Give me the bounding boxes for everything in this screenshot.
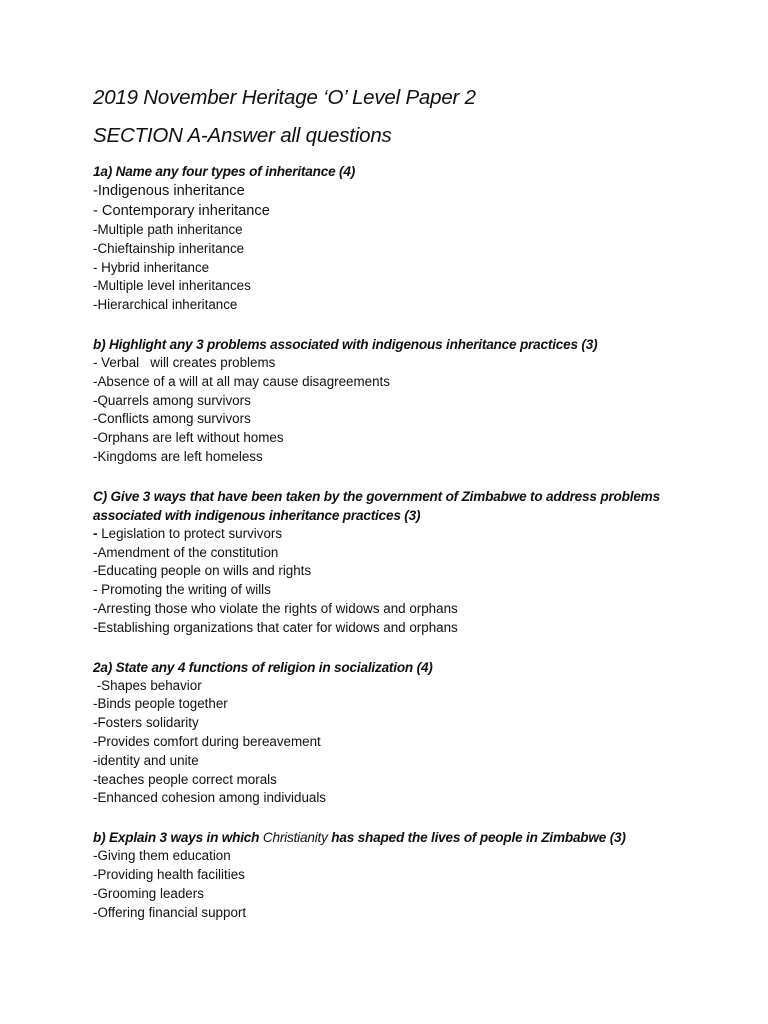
list-item: -Quarrels among survivors xyxy=(93,392,251,408)
document-page xyxy=(93,84,713,922)
list-item: - Verbal will creates problems xyxy=(93,354,276,370)
list-item: -Multiple level inheritances xyxy=(93,278,251,294)
list-item: -Multiple path inheritance xyxy=(93,222,243,237)
list-item: -Absence of a will at all may cause disagreements xyxy=(93,373,390,389)
question-1a xyxy=(93,162,713,315)
question-2a-answers xyxy=(93,677,713,809)
list-item: - Contemporary inheritance xyxy=(93,203,270,219)
question-1b xyxy=(93,335,713,467)
question-2b-answers xyxy=(93,847,713,922)
list-item: -Indigenous inheritance xyxy=(93,183,245,199)
question-2a xyxy=(93,658,713,809)
list-item: -Offering financial support xyxy=(93,904,247,920)
question-1c-answers xyxy=(93,525,713,638)
question-1a-text: 1a) Name any four types of inheritance (4) xyxy=(93,164,356,179)
list-item xyxy=(93,525,713,544)
list-item: -Shapes behavior xyxy=(93,677,202,693)
question-1a-answers xyxy=(93,181,713,315)
list-item: -Grooming leaders xyxy=(93,885,204,901)
list-item: -Conflicts among survivors xyxy=(93,411,251,427)
question-1c-text-line2: associated with indigenous inheritance practices (3) xyxy=(93,507,421,523)
list-item: -Establishing organizations that cater for widows and orphans xyxy=(93,619,458,635)
question-2a-text: 2a) State any 4 functions of religion in socialization (4) xyxy=(93,659,433,675)
list-item: -Provides comfort during bereavement xyxy=(93,733,321,749)
list-item-text: Legislation to protect survivors xyxy=(97,525,283,541)
section-title: SECTION A-Answer all questions xyxy=(93,124,392,147)
list-item: -identity and unite xyxy=(93,752,199,768)
document-title: 2019 November Heritage ‘O’ Level Paper 2 xyxy=(93,86,476,109)
list-item: -Amendment of the constitution xyxy=(93,544,279,560)
question-2b-keyword: Christianity xyxy=(262,830,328,846)
list-item: -Orphans are left without homes xyxy=(93,430,284,446)
list-item: -Binds people together xyxy=(93,696,228,712)
list-item: -Providing health facilities xyxy=(93,866,245,882)
list-item: -Giving them education xyxy=(93,848,231,864)
list-item: - Promoting the writing of wills xyxy=(93,582,271,598)
question-1c-text-line1: C) Give 3 ways that have been taken by the government of Zimbabwe to address problems xyxy=(93,488,660,504)
question-1b-text: b) Highlight any 3 problems associated with indigenous inheritance practices (3) xyxy=(93,336,598,352)
list-item: -Hierarchical inheritance xyxy=(93,297,238,313)
bullet-dash: - xyxy=(93,525,98,541)
list-item: -Fosters solidarity xyxy=(93,715,199,731)
question-1b-answers xyxy=(93,354,713,467)
list-item: -Enhanced cohesion among individuals xyxy=(93,790,327,806)
list-item: -teaches people correct morals xyxy=(93,771,277,787)
list-item: -Chieftainship inheritance xyxy=(93,240,245,256)
question-2b-part1: b) Explain 3 ways in which xyxy=(93,830,263,846)
question-2b xyxy=(93,828,713,922)
list-item: -Kingdoms are left homeless xyxy=(93,448,263,464)
list-item: -Educating people on wills and rights xyxy=(93,563,312,579)
list-item: - Hybrid inheritance xyxy=(93,259,210,275)
list-item: -Arresting those who violate the rights of widows and orphans xyxy=(93,600,458,616)
question-1c xyxy=(93,487,713,638)
question-2b-text xyxy=(93,828,713,847)
question-2b-part3: has shaped the lives of people in Zimbabwe (3) xyxy=(327,830,626,846)
